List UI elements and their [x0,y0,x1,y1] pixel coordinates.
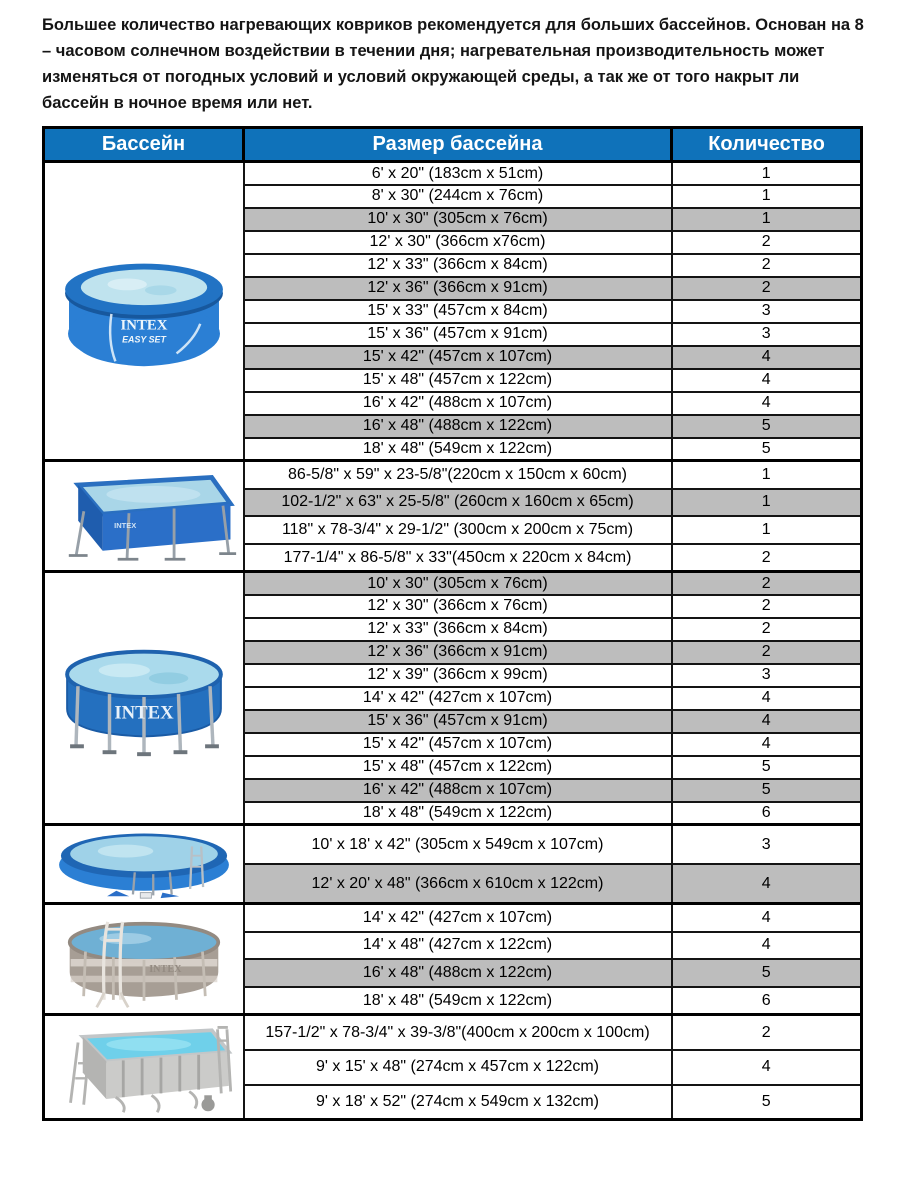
svg-text:INTEX: INTEX [113,521,137,531]
qty-cell: 1 [672,208,862,231]
svg-text:INTEX: INTEX [114,702,174,724]
qty-cell: 4 [672,733,862,756]
size-cell: 12' x 30" (366cm x 76cm) [244,595,672,618]
size-cell: 6' x 20" (183cm x 51cm) [244,162,672,185]
qty-cell: 4 [672,687,862,710]
size-cell: 10' x 30" (305cm x 76cm) [244,208,672,231]
qty-cell: 1 [672,162,862,185]
pool-heating-mat-table [42,126,863,1121]
size-cell: 12' x 39" (366cm x 99cm) [244,664,672,687]
qty-cell: 2 [672,544,862,572]
size-cell: 12' x 20' x 48" (366cm x 610cm x 122cm) [244,864,672,904]
qty-cell: 5 [672,779,862,802]
qty-cell: 4 [672,904,862,932]
easy-set-pool-illustration [50,237,238,385]
table-row [44,825,862,865]
size-cell: 15' x 42" (457cm x 107cm) [244,733,672,756]
size-cell: 12' x 36" (366cm x 91cm) [244,641,672,664]
qty-cell: 4 [672,1050,862,1085]
qty-cell: 2 [672,618,862,641]
size-cell: 16' x 48" (488cm x 122cm) [244,959,672,987]
size-cell: 12' x 30" (366cm x76cm) [244,231,672,254]
qty-cell: 6 [672,802,862,825]
qty-cell: 5 [672,959,862,987]
ultra-frame-round-pool-image [44,904,244,1015]
qty-cell: 5 [672,438,862,461]
col-header-pool: Бассейн [44,128,244,162]
ultra-frame-round-pool-illustration [50,907,238,1011]
size-cell: 15' x 42" (457cm x 107cm) [244,346,672,369]
size-cell: 9' x 15' x 48" (274cm x 457cm x 122cm) [244,1050,672,1085]
intro-paragraph: Большее количество нагревающих ковриков рекомендуется для больших бассейнов. Основан на 8 – часовом солнечном воздействии в течении дня; нагревательная производительность может изменяться от погодных условий и условий окружающей среды, а так же от того накрыт ли бассейн в ночное время или нет. [42,16,864,113]
qty-cell: 2 [672,641,862,664]
size-cell: 157-1/2" x 78-3/4" x 39-3/8"(400cm x 200cm x 100cm) [244,1015,672,1050]
qty-cell: 2 [672,231,862,254]
qty-cell: 3 [672,323,862,346]
qty-cell: 3 [672,300,862,323]
qty-cell: 5 [672,756,862,779]
svg-text:INTEX: INTEX [148,964,182,976]
size-cell: 18' x 48" (549cm x 122cm) [244,802,672,825]
size-cell: 10' x 18' x 42" (305cm x 549cm x 107cm) [244,825,672,865]
table-header-row [44,128,862,162]
size-cell: 12' x 36" (366cm x 91cm) [244,277,672,300]
qty-cell: 2 [672,277,862,300]
qty-cell: 2 [672,572,862,595]
table-row [44,461,862,489]
qty-cell: 4 [672,932,862,960]
oval-frame-pool-image [44,825,244,904]
qty-cell: 6 [672,987,862,1015]
qty-cell: 1 [672,461,862,489]
qty-cell: 4 [672,864,862,904]
size-cell: 14' x 42" (427cm x 107cm) [244,904,672,932]
size-cell: 10' x 30" (305cm x 76cm) [244,572,672,595]
size-cell: 16' x 42" (488cm x 107cm) [244,392,672,415]
qty-cell: 4 [672,369,862,392]
col-header-qty: Количество [672,128,862,162]
qty-cell: 1 [672,516,862,544]
qty-cell: 5 [672,415,862,438]
qty-cell: 2 [672,254,862,277]
qty-cell: 1 [672,489,862,517]
qty-cell: 3 [672,825,862,865]
size-cell: 18' x 48" (549cm x 122cm) [244,987,672,1015]
size-cell: 16' x 48" (488cm x 122cm) [244,415,672,438]
easy-set-pool-image [44,162,244,461]
size-cell: 14' x 42" (427cm x 107cm) [244,687,672,710]
size-cell: 15' x 33" (457cm x 84cm) [244,300,672,323]
size-cell: 15' x 48" (457cm x 122cm) [244,756,672,779]
rectangular-frame-pool-illustration [50,464,238,568]
size-cell: 86-5/8" x 59" x 23-5/8"(220cm x 150cm x 60cm) [244,461,672,489]
size-cell: 12' x 33" (366cm x 84cm) [244,254,672,277]
round-metal-frame-pool-image [44,572,244,825]
size-cell: 15' x 36" (457cm x 91cm) [244,710,672,733]
qty-cell: 4 [672,346,862,369]
qty-cell: 3 [672,664,862,687]
svg-text:EASY SET: EASY SET [121,334,166,345]
qty-cell: 4 [672,392,862,415]
size-cell: 18' x 48" (549cm x 122cm) [244,438,672,461]
qty-cell: 1 [672,185,862,208]
size-cell: 14' x 48" (427cm x 122cm) [244,932,672,960]
size-cell: 16' x 42" (488cm x 107cm) [244,779,672,802]
col-header-size: Размер бассейна [244,128,672,162]
round-metal-frame-pool-illustration [50,630,238,766]
table-row [44,1015,862,1050]
size-cell: 177-1/4" x 86-5/8" x 33"(450cm x 220cm x 84cm) [244,544,672,572]
size-cell: 15' x 48" (457cm x 122cm) [244,369,672,392]
size-cell: 118" x 78-3/4" x 29-1/2" (300cm x 200cm x 75cm) [244,516,672,544]
ultra-frame-rectangular-pool-illustration [49,1018,239,1116]
table-row [44,904,862,932]
size-cell: 15' x 36" (457cm x 91cm) [244,323,672,346]
qty-cell: 4 [672,710,862,733]
oval-frame-pool-illustration [49,828,239,900]
qty-cell: 5 [672,1085,862,1120]
size-cell: 12' x 33" (366cm x 84cm) [244,618,672,641]
table-row [44,162,862,185]
rectangular-frame-pool-image [44,461,244,572]
table-row [44,572,862,595]
size-cell: 102-1/2" x 63" x 25-5/8" (260cm x 160cm x 65cm) [244,489,672,517]
svg-text:INTEX: INTEX [120,317,168,334]
qty-cell: 2 [672,1015,862,1050]
size-cell: 8' x 30" (244cm x 76cm) [244,185,672,208]
qty-cell: 2 [672,595,862,618]
ultra-frame-rectangular-pool-image [44,1015,244,1120]
size-cell: 9' x 18' x 52" (274cm x 549cm x 132cm) [244,1085,672,1120]
